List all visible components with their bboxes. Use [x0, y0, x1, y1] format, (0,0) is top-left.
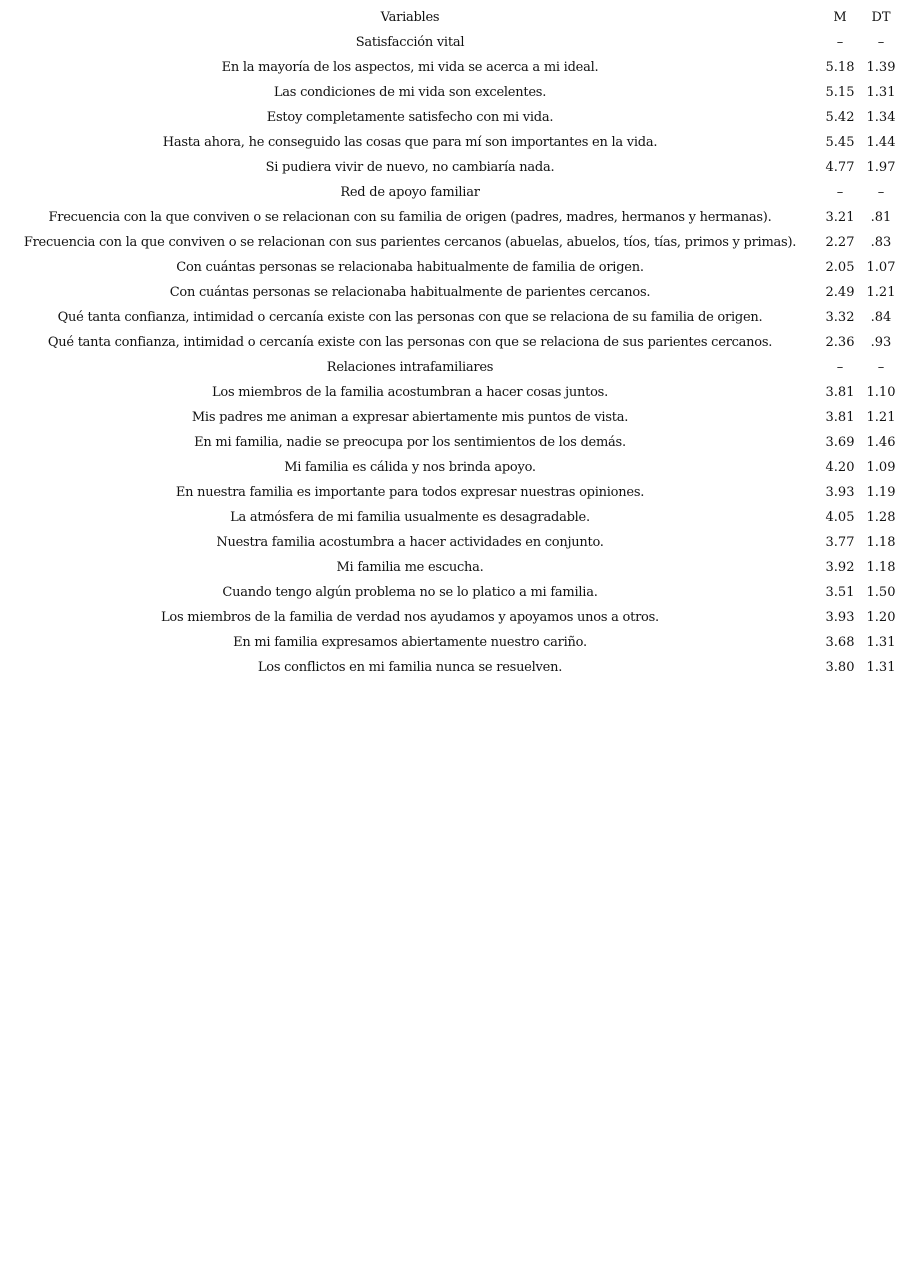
- variable-cell: Hasta ahora, he conseguido las cosas que para mí son importantes en la vida.: [162, 135, 658, 150]
- mean-cell: 5.45: [825, 135, 855, 150]
- table-row: [4, 305, 900, 330]
- sd-cell: 1.10: [866, 385, 896, 400]
- sd-cell: 1.18: [866, 560, 896, 575]
- table-row: [4, 605, 900, 630]
- variable-cell: Mis padres me animan a expresar abiertamente mis puntos de vista.: [191, 410, 629, 425]
- sd-cell: 1.34: [866, 110, 896, 125]
- section-header-row: [4, 30, 900, 55]
- section-header-row: [4, 355, 900, 380]
- variable-cell: Si pudiera vivir de nuevo, no cambiaría nada.: [265, 160, 555, 175]
- mean-cell: 3.92: [825, 560, 855, 575]
- mean-cell: 3.21: [825, 210, 855, 225]
- sd-cell: .84: [870, 310, 892, 325]
- section-sd: –: [877, 185, 885, 200]
- sd-cell: .81: [870, 210, 892, 225]
- mean-cell: 4.20: [825, 460, 855, 475]
- variable-cell: Cuando tengo algún problema no se lo platico a mi familia.: [222, 585, 598, 600]
- mean-cell: 2.27: [825, 235, 855, 250]
- variable-cell: Estoy completamente satisfecho con mi vida.: [266, 110, 554, 125]
- section-sd: –: [877, 360, 885, 375]
- table-row: [4, 330, 900, 355]
- mean-cell: 4.05: [825, 510, 855, 525]
- mean-cell: 2.05: [825, 260, 855, 275]
- sd-cell: .83: [870, 235, 892, 250]
- sd-cell: 1.97: [866, 160, 896, 175]
- table-row: [4, 630, 900, 655]
- descriptive-statistics-table: [4, 5, 900, 680]
- table-row: [4, 205, 900, 230]
- mean-cell: 3.68: [825, 635, 855, 650]
- sd-cell: 1.39: [866, 60, 896, 75]
- variable-cell: En la mayoría de los aspectos, mi vida se acerca a mi ideal.: [221, 60, 599, 75]
- table-row: [4, 105, 900, 130]
- mean-cell: 5.15: [825, 85, 855, 100]
- sd-cell: 1.46: [866, 435, 896, 450]
- variable-cell: Mi familia es cálida y nos brinda apoyo.: [284, 460, 536, 475]
- sd-cell: 1.19: [866, 485, 896, 500]
- sd-cell: 1.44: [866, 135, 896, 150]
- section-title: Relaciones intrafamiliares: [326, 360, 494, 375]
- variable-cell: Mi familia me escucha.: [336, 560, 484, 575]
- variable-cell: En mi familia, nadie se preocupa por los sentimientos de los demás.: [194, 435, 626, 450]
- variable-cell: Qué tanta confianza, intimidad o cercanía existe con las personas con que se relaciona de su familia de origen.: [57, 310, 763, 325]
- sd-cell: 1.31: [866, 660, 896, 675]
- table-row: [4, 55, 900, 80]
- mean-cell: 3.93: [825, 610, 855, 625]
- mean-cell: 3.69: [825, 435, 855, 450]
- table-body: [4, 30, 900, 680]
- table-row: [4, 505, 900, 530]
- mean-cell: 3.32: [825, 310, 855, 325]
- mean-cell: 3.80: [825, 660, 855, 675]
- variable-cell: Frecuencia con la que conviven o se relacionan con sus parientes cercanos (abuelas, abuelos, tíos, tías, primos y primas).: [23, 235, 797, 250]
- variable-cell: Los conflictos en mi familia nunca se resuelven.: [257, 660, 563, 675]
- section-title: Satisfacción vital: [355, 35, 465, 50]
- mean-cell: 3.81: [825, 385, 855, 400]
- variable-cell: Con cuántas personas se relacionaba habitualmente de parientes cercanos.: [169, 285, 651, 300]
- table-row: [4, 430, 900, 455]
- variable-cell: En mi familia expresamos abiertamente nuestro cariño.: [233, 635, 587, 650]
- section-mean: –: [836, 35, 844, 50]
- mean-cell: 3.51: [825, 585, 855, 600]
- mean-cell: 5.42: [825, 110, 855, 125]
- mean-cell: 3.93: [825, 485, 855, 500]
- section-sd: –: [877, 35, 885, 50]
- table-header: [4, 5, 900, 30]
- section-mean: –: [836, 360, 844, 375]
- table-row: [4, 280, 900, 305]
- table-row: [4, 405, 900, 430]
- table-row: [4, 455, 900, 480]
- table-row: [4, 530, 900, 555]
- table-row: [4, 80, 900, 105]
- table-row: [4, 255, 900, 280]
- sd-cell: 1.09: [866, 460, 896, 475]
- sd-cell: 1.21: [866, 410, 896, 425]
- mean-cell: 3.77: [825, 535, 855, 550]
- mean-cell: 5.18: [825, 60, 855, 75]
- variable-cell: Los miembros de la familia de verdad nos ayudamos y apoyamos unos a otros.: [161, 610, 659, 625]
- header-row: [4, 5, 900, 30]
- mean-cell: 2.36: [825, 335, 855, 350]
- table-row: [4, 480, 900, 505]
- table-row: [4, 230, 900, 255]
- sd-cell: 1.50: [866, 585, 896, 600]
- variable-cell: En nuestra familia es importante para todos expresar nuestras opiniones.: [175, 485, 645, 500]
- header-sd: DT: [871, 10, 891, 25]
- table-row: [4, 555, 900, 580]
- variable-cell: Frecuencia con la que conviven o se relacionan con su familia de origen (padres, madres, hermanos y hermanas).: [48, 210, 772, 225]
- table-row: [4, 580, 900, 605]
- table-row: [4, 380, 900, 405]
- table-row: [4, 130, 900, 155]
- mean-cell: 4.77: [825, 160, 855, 175]
- sd-cell: 1.28: [866, 510, 896, 525]
- section-title: Red de apoyo familiar: [340, 185, 480, 200]
- variable-cell: Las condiciones de mi vida son excelentes.: [273, 85, 547, 100]
- table-row: [4, 655, 900, 680]
- mean-cell: 3.81: [825, 410, 855, 425]
- section-header-row: [4, 180, 900, 205]
- variable-cell: Nuestra familia acostumbra a hacer actividades en conjunto.: [216, 535, 604, 550]
- header-mean: M: [833, 10, 847, 25]
- variable-cell: Los miembros de la familia acostumbran a hacer cosas juntos.: [212, 385, 608, 400]
- mean-cell: 2.49: [825, 285, 855, 300]
- sd-cell: 1.31: [866, 85, 896, 100]
- variable-cell: La atmósfera de mi familia usualmente es desagradable.: [230, 510, 590, 525]
- variable-cell: Qué tanta confianza, intimidad o cercanía existe con las personas con que se relaciona de sus parientes cercanos.: [47, 335, 773, 350]
- variable-cell: Con cuántas personas se relacionaba habitualmente de familia de origen.: [176, 260, 644, 275]
- section-mean: –: [836, 185, 844, 200]
- sd-cell: 1.21: [866, 285, 896, 300]
- table-row: [4, 155, 900, 180]
- sd-cell: 1.07: [866, 260, 896, 275]
- sd-cell: 1.20: [866, 610, 896, 625]
- sd-cell: 1.31: [866, 635, 896, 650]
- header-variables: Variables: [380, 10, 440, 25]
- sd-cell: 1.18: [866, 535, 896, 550]
- sd-cell: .93: [870, 335, 892, 350]
